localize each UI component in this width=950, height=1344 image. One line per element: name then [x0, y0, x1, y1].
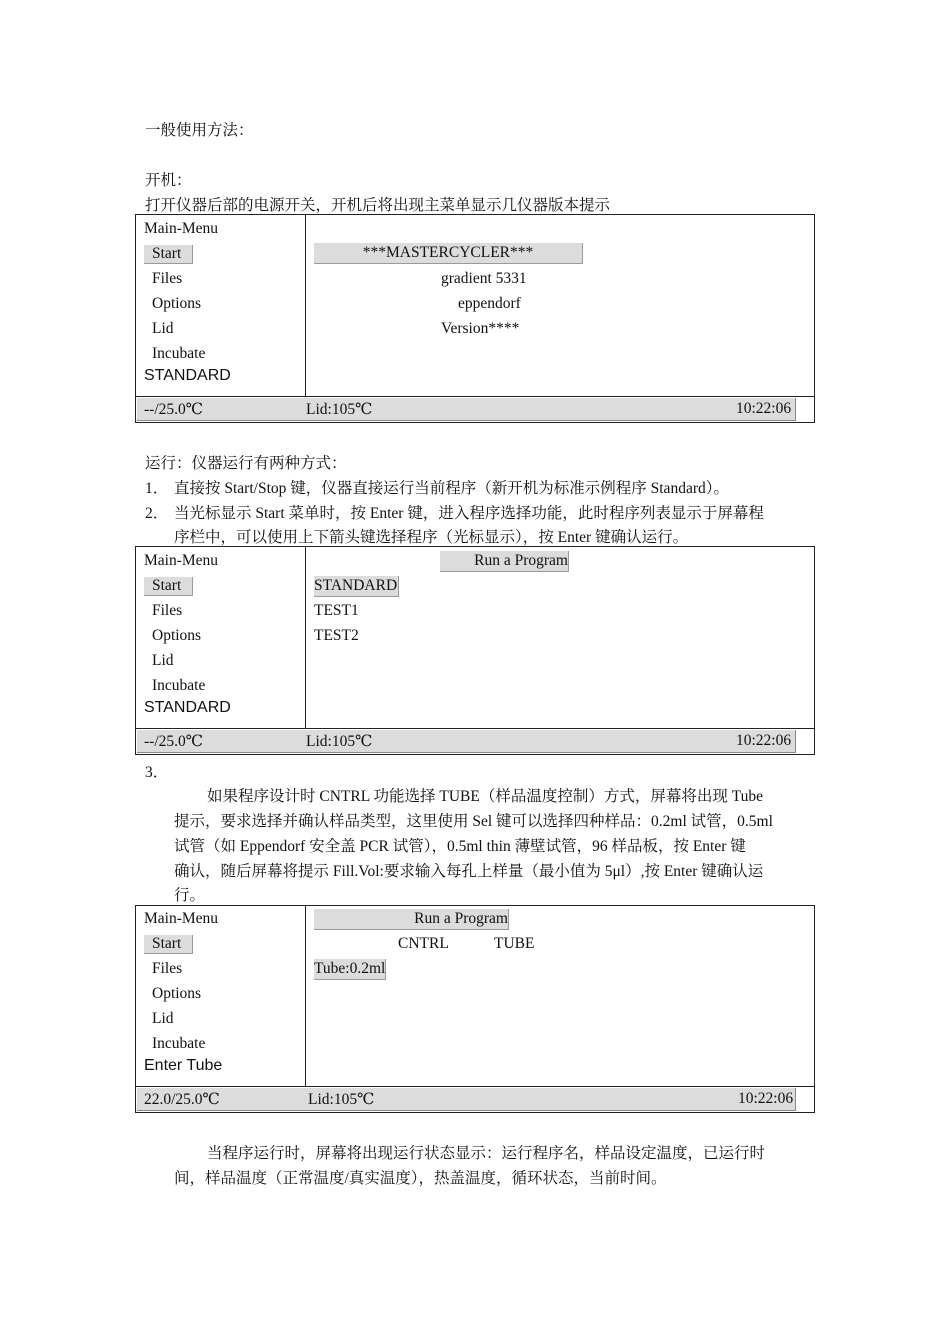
display-panel-tube — [135, 905, 815, 1113]
menu-item-incubate[interactable]: Incubate — [152, 677, 206, 694]
run-item1: 直接按 Start/Stop 键，仪器直接运行当前程序（新开机为标准示例程序 Standard）。 — [174, 480, 729, 497]
run-item2-line2: 序栏中，可以使用上下箭头键选择程序（光标显示），按 Enter 键确认运行。 — [174, 529, 689, 546]
item3-num: 3． — [145, 764, 169, 781]
item3-line: 确认，随后屏幕将提示 Fill.Vol:要求输入每孔上样量（最小值为 5μl）,按 Enter 键确认运 — [174, 863, 764, 880]
menu-item-incubate[interactable]: Incubate — [152, 345, 206, 362]
item3-line: 行。 — [174, 887, 206, 904]
run-item2-num: 2． — [145, 505, 169, 522]
program-list-item[interactable]: STANDARD — [314, 576, 399, 597]
menu-item-start[interactable]: Start — [144, 935, 193, 954]
cntrl-value: TUBE — [494, 935, 535, 952]
screen-header: Run a Program — [314, 909, 509, 930]
poweron-desc: 打开仪器后部的电源开关，开机后将出现主菜单显示几仪器版本提示 — [145, 197, 611, 214]
running-line2: 间，样品温度（正常温度/真实温度），热盖温度，循环状态，当前时间。 — [174, 1170, 667, 1187]
banner-mastercycler: ***MASTERCYCLER*** — [314, 243, 583, 264]
menu-title: Main-Menu — [144, 910, 219, 927]
cntrl-label: CNTRL — [398, 935, 449, 952]
menu-item-lid[interactable]: Lid — [152, 1010, 174, 1027]
menu-item-files[interactable]: Files — [152, 602, 183, 619]
lid-temp: Lid:105℃ — [308, 1091, 375, 1108]
model-text: gradient 5331 — [441, 270, 527, 287]
block-temp: --/25.0℃ — [144, 733, 204, 750]
menu-item-start[interactable]: Start — [144, 245, 193, 264]
clock-time: 10:22:06 — [736, 400, 792, 417]
lid-temp: Lid:105℃ — [306, 733, 373, 750]
block-temp: 22.0/25.0℃ — [144, 1091, 220, 1108]
run-title: 运行：仪器运行有两种方式： — [145, 455, 347, 472]
item3-line: 试管（如 Eppendorf 安全盖 PCR 试管），0.5ml thin 薄壁试管，96 样品板，按 Enter 键 — [174, 838, 746, 855]
run-item2-line1: 当光标显示 Start 菜单时，按 Enter 键，进入程序选择功能，此时程序列表显示于屏幕程 — [174, 505, 764, 522]
display-panel-main — [135, 214, 815, 423]
menu-item-start[interactable]: Start — [144, 577, 193, 596]
menu-item-incubate[interactable]: Incubate — [152, 1035, 206, 1052]
status-bar — [136, 1086, 814, 1112]
menu-item-options[interactable]: Options — [152, 295, 202, 312]
display-panel-run-program — [135, 546, 815, 755]
brand-text: eppendorf — [458, 295, 521, 312]
menu-item-options[interactable]: Options — [152, 985, 202, 1002]
current-program: STANDARD — [144, 699, 231, 716]
tube-selector[interactable]: Tube:0.2ml — [314, 959, 386, 980]
clock-time: 10:22:06 — [738, 1090, 794, 1107]
item3-line: 如果程序设计时 CNTRL 功能选择 TUBE（样品温度控制）方式，屏幕将出现 Tube — [207, 788, 764, 805]
section-heading: 一般使用方法： — [145, 122, 254, 139]
clock-time: 10:22:06 — [736, 732, 792, 749]
lid-temp: Lid:105℃ — [306, 401, 373, 418]
running-line1: 当程序运行时，屏幕将出现运行状态显示：运行程序名，样品设定温度，已运行时 — [207, 1145, 766, 1162]
screen-header: Run a Program — [440, 551, 569, 572]
poweron-title: 开机： — [145, 172, 192, 189]
block-temp: --/25.0℃ — [144, 401, 204, 418]
program-list-item[interactable]: TEST1 — [314, 602, 359, 619]
status-bar — [136, 728, 814, 754]
current-program: STANDARD — [144, 367, 231, 384]
menu-item-lid[interactable]: Lid — [152, 652, 174, 669]
menu-item-files[interactable]: Files — [152, 960, 183, 977]
menu-item-lid[interactable]: Lid — [152, 320, 174, 337]
version-text: Version**** — [441, 320, 520, 337]
current-program: Enter Tube — [144, 1057, 223, 1074]
menu-item-options[interactable]: Options — [152, 627, 202, 644]
program-list-item[interactable]: TEST2 — [314, 627, 359, 644]
status-bar — [136, 396, 814, 422]
menu-title: Main-Menu — [144, 220, 219, 237]
menu-item-files[interactable]: Files — [152, 270, 183, 287]
menu-title: Main-Menu — [144, 552, 219, 569]
item3-line: 提示，要求选择并确认样品类型，这里使用 Sel 键可以选择四种样品：0.2ml 试管，0.5ml — [174, 813, 773, 830]
run-item1-num: 1． — [145, 480, 169, 497]
